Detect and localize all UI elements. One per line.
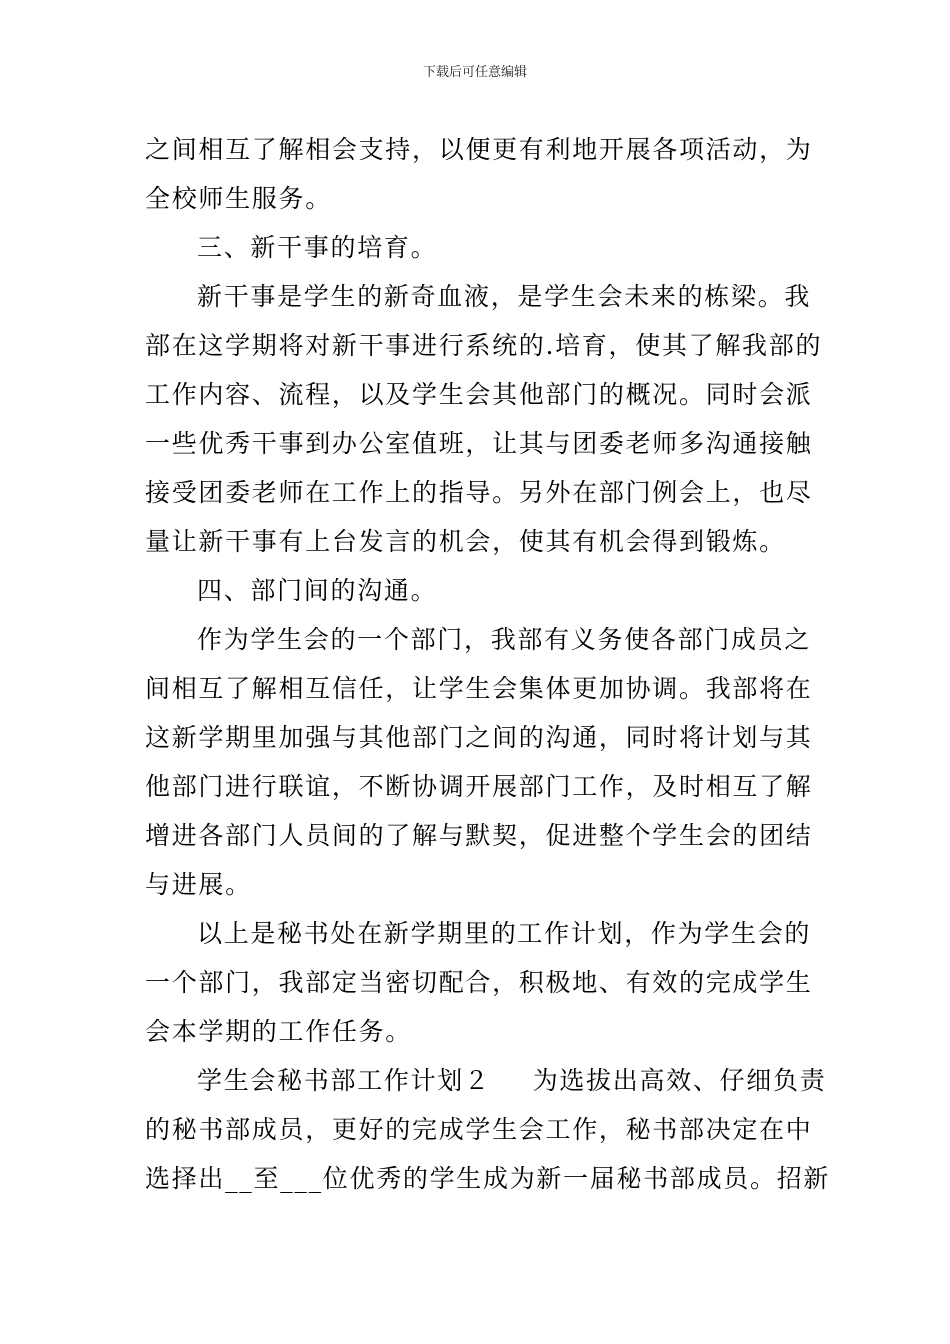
document-body <box>145 125 831 1203</box>
text-line-11: 作为学生会的一个部门，我部有义务使各部门成员之 <box>197 625 812 654</box>
text-line-21: 的秘书部成员，更好的完成学生会工作，秘书部决定在中 <box>145 1115 813 1144</box>
text-line-8: 接受团委老师在工作上的指导。另外在部门例会上，也尽 <box>145 478 813 507</box>
page-header-note: 下载后可任意编辑 <box>422 65 527 80</box>
section-heading-3: 三、新干事的培育。 <box>197 233 438 262</box>
text-line-5: 部在这学期将对新干事进行系统的.培育，使其了解我部的 <box>145 331 823 360</box>
plan2-title: 学生会秘书部工作计划２ <box>197 1066 491 1095</box>
text-line-22: 选择出__至___位优秀的学生成为新一届秘书部成员。招新 <box>145 1164 831 1193</box>
text-line-14: 他部门进行联谊，不断协调开展部门工作，及时相互了解 <box>145 772 813 801</box>
plan2-intro: 为选拔出高效、仔细负责 <box>532 1066 827 1095</box>
text-line-4: 新干事是学生的新奇血液，是学生会未来的栋梁。我 <box>197 282 812 311</box>
text-line-12: 间相互了解相互信任，让学生会集体更加协调。我部将在 <box>145 674 813 703</box>
text-line-2: 全校师生服务。 <box>145 184 332 213</box>
text-line-19: 会本学期的工作任务。 <box>145 1017 413 1046</box>
text-line-6: 工作内容、流程，以及学生会其他部门的概况。同时会派 <box>145 380 813 409</box>
text-line-9: 量让新干事有上台发言的机会，使其有机会得到锻炼。 <box>145 527 786 556</box>
text-line-13: 这新学期里加强与其他部门之间的沟通，同时将计划与其 <box>145 723 813 752</box>
text-line-17: 以上是秘书处在新学期里的工作计划，作为学生会的 <box>197 919 812 948</box>
section-heading-4: 四、部门间的沟通。 <box>197 576 438 605</box>
text-line-18: 一个部门，我部定当密切配合，积极地、有效的完成学生 <box>145 968 813 997</box>
text-line-7: 一些优秀干事到办公室值班，让其与团委老师多沟通接触 <box>145 429 813 458</box>
plan2-title-line <box>145 1056 827 1105</box>
text-line-1: 之间相互了解相会支持，以便更有利地开展各项活动，为 <box>145 135 813 164</box>
text-line-15: 增进各部门人员间的了解与默契，促进整个学生会的团结 <box>145 821 813 850</box>
text-line-16: 与进展。 <box>145 870 252 899</box>
